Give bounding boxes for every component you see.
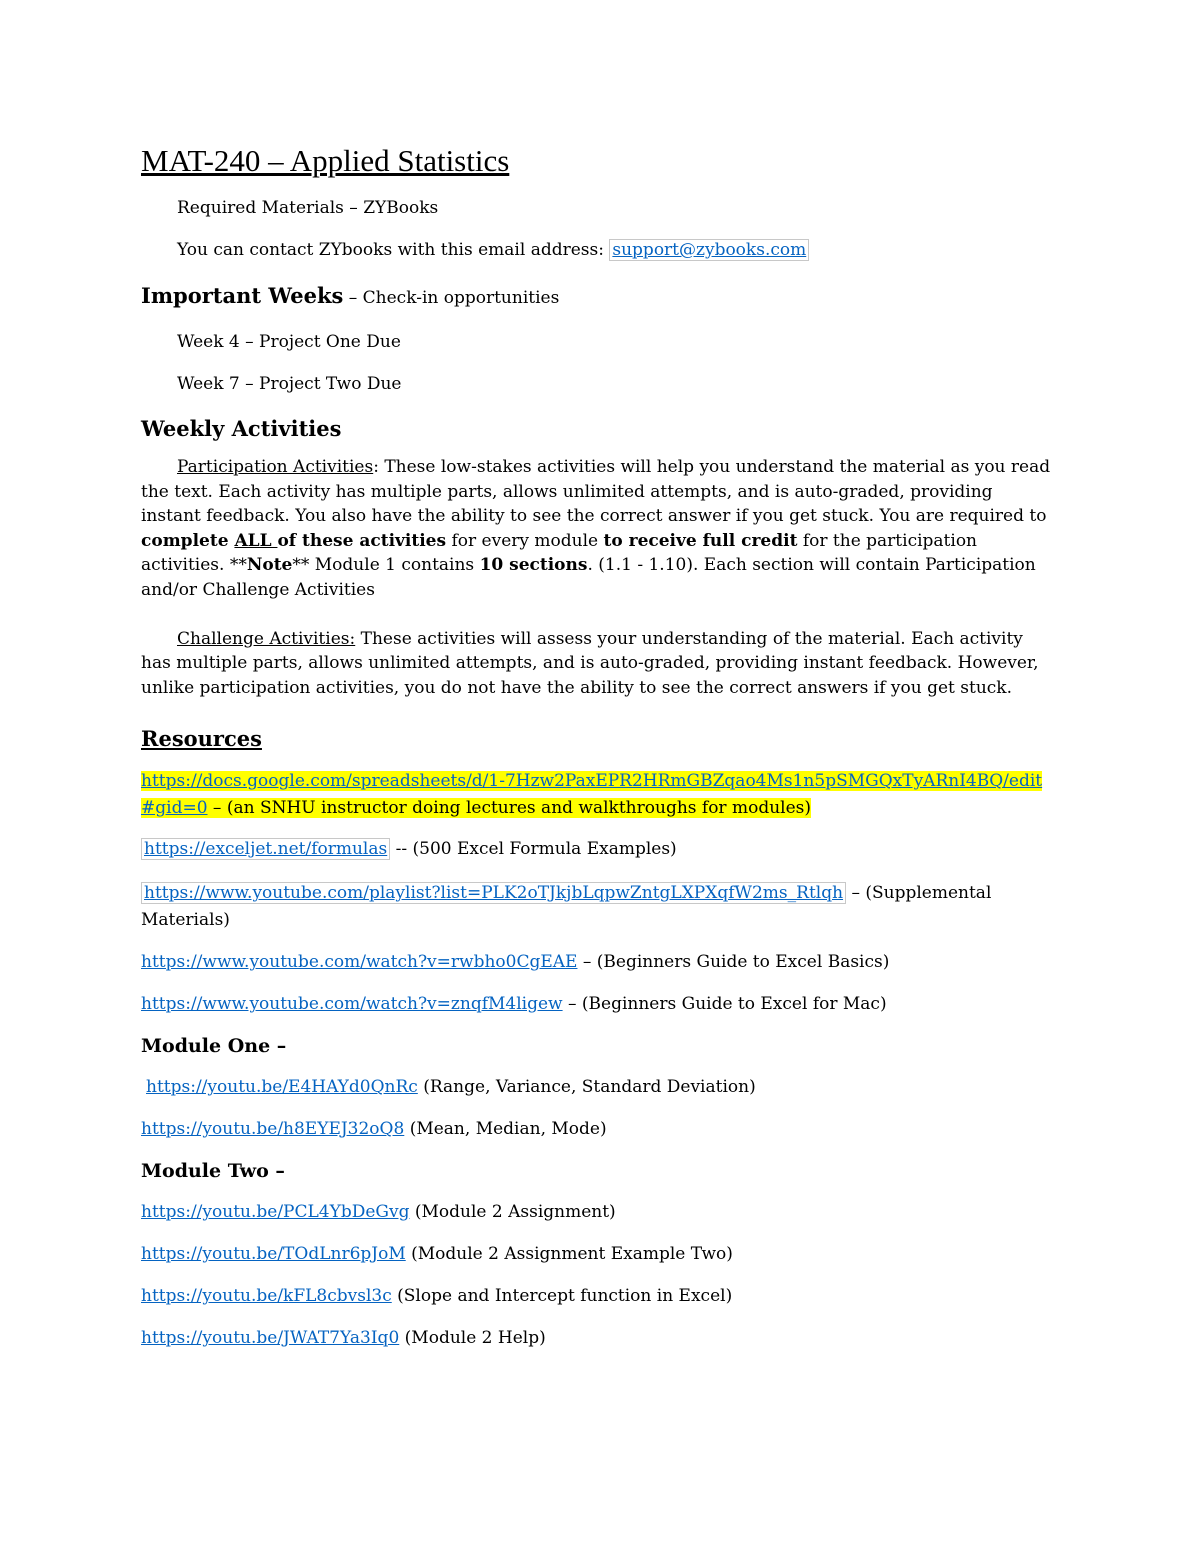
module-link[interactable]: https://youtu.be/h8EYEJ32oQ8 bbox=[141, 1119, 405, 1140]
participation-text: ** Module 1 contains bbox=[292, 555, 480, 576]
weekly-activities-heading: Weekly Activities bbox=[141, 416, 342, 441]
module-link-desc: (Slope and Intercept function in Excel) bbox=[391, 1286, 733, 1307]
resource-item bbox=[141, 837, 1056, 861]
module-link[interactable]: https://youtu.be/E4HAYd0QnRc bbox=[146, 1077, 418, 1098]
participation-text: for every module bbox=[446, 530, 604, 551]
week-item: Week 4 – Project One Due bbox=[177, 332, 401, 352]
important-weeks-title: Important Weeks bbox=[141, 283, 344, 308]
challenge-text: These activities will assess your understanding of the material. Each activity has multiple parts, allows unlimited attempts, and is auto-graded, providing instant feedback. However, unlike participation activities, you do not have the ability to see the correct answers if you get stuck. bbox=[141, 628, 1039, 698]
contact-line bbox=[141, 238, 1056, 262]
resources-heading: Resources bbox=[141, 726, 262, 752]
resource-desc: – (an SNHU instructor doing lectures and walkthroughs for modules) bbox=[207, 798, 811, 819]
participation-paragraph bbox=[141, 455, 1056, 603]
module-link-desc: (Module 2 Assignment Example Two) bbox=[405, 1244, 733, 1265]
resource-item bbox=[141, 992, 1056, 1016]
resource-link[interactable]: https://www.youtube.com/watch?v=rwbho0CgEAE bbox=[141, 952, 578, 973]
participation-text: for the participation activities. ** bbox=[141, 530, 977, 576]
resource-desc: -- (500 Excel Formula Examples) bbox=[390, 839, 677, 860]
contact-text: You can contact ZYbooks with this email address: bbox=[177, 240, 610, 260]
bold-text: complete bbox=[141, 530, 235, 551]
module-link[interactable]: https://youtu.be/TOdLnr6pJoM bbox=[141, 1244, 406, 1265]
page-title: MAT-240 – Applied Statistics bbox=[141, 143, 510, 178]
resource-desc: – (Supplemental Materials) bbox=[141, 883, 992, 931]
participation-text: : These low-stakes activities will help you understand the material as you read the text. Each activity has multiple parts, allows unlimited attempts, and is auto-graded, providing instant feedback. You also have the ability to see the correct answer if you get stuck. You are required to bbox=[141, 457, 1051, 527]
resource-desc: – (Beginners Guide to Excel for Mac) bbox=[562, 994, 887, 1015]
module-one-item bbox=[141, 1075, 1056, 1099]
module-two-item bbox=[141, 1326, 1056, 1350]
module-link-desc: (Range, Variance, Standard Deviation) bbox=[417, 1077, 756, 1098]
highlighted-resource bbox=[141, 771, 1042, 818]
resource-link[interactable]: https://docs.google.com/spreadsheets/d/1-7Hzw2PaxEPR2HRmGBZqao4Ms1n5pSMGQxTyARnI4BQ/edit#gid=0 bbox=[141, 771, 1043, 819]
module-link-desc: (Mean, Median, Mode) bbox=[404, 1119, 607, 1140]
bold-text: to receive full credit bbox=[603, 530, 798, 551]
module-two-item bbox=[141, 1284, 1056, 1308]
challenge-label: Challenge Activities: bbox=[177, 628, 356, 649]
email-link[interactable]: support@zybooks.com bbox=[609, 239, 809, 261]
participation-label: Participation Activities bbox=[177, 457, 374, 477]
challenge-paragraph bbox=[141, 627, 1056, 701]
module-two-heading: Module Two – bbox=[141, 1160, 285, 1183]
bold-text: of these activities bbox=[277, 530, 447, 551]
module-one-item bbox=[141, 1117, 1056, 1141]
module-link[interactable]: https://youtu.be/kFL8cbvsl3c bbox=[141, 1286, 392, 1307]
module-one-heading: Module One – bbox=[141, 1035, 287, 1058]
module-two-item bbox=[141, 1200, 1056, 1224]
resource-link[interactable]: https://www.youtube.com/playlist?list=PLK2oTJkjbLqpwZntgLXPXqfW2ms_Rtlqh bbox=[141, 882, 846, 904]
resource-item bbox=[141, 768, 1056, 822]
module-link[interactable]: https://youtu.be/JWAT7Ya3Iq0 bbox=[141, 1328, 400, 1349]
important-weeks-subtitle: – Check-in opportunities bbox=[343, 288, 560, 308]
required-materials: Required Materials – ZYBooks bbox=[177, 198, 439, 218]
module-link-desc: (Module 2 Help) bbox=[399, 1328, 546, 1349]
module-two-item bbox=[141, 1242, 1056, 1266]
resource-item bbox=[141, 950, 1056, 974]
module-link[interactable]: https://youtu.be/PCL4YbDeGvg bbox=[141, 1202, 410, 1223]
resource-desc: – (Beginners Guide to Excel Basics) bbox=[577, 952, 890, 973]
resource-item bbox=[141, 880, 1056, 934]
resource-link[interactable]: https://exceljet.net/formulas bbox=[141, 838, 390, 860]
bold-underlined-text: ALL bbox=[234, 530, 278, 551]
important-weeks-heading bbox=[141, 281, 1056, 313]
resource-link[interactable]: https://www.youtube.com/watch?v=znqfM4ligew bbox=[141, 994, 563, 1015]
participation-text: . (1.1 - 1.10). Each section will contain Participation and/or Challenge Activities bbox=[141, 555, 1036, 600]
module-link-desc: (Module 2 Assignment) bbox=[409, 1202, 616, 1223]
bold-text: Note bbox=[246, 555, 293, 576]
week-item: Week 7 – Project Two Due bbox=[177, 374, 402, 394]
bold-text: 10 sections bbox=[479, 555, 588, 576]
document-body bbox=[141, 141, 1056, 1350]
